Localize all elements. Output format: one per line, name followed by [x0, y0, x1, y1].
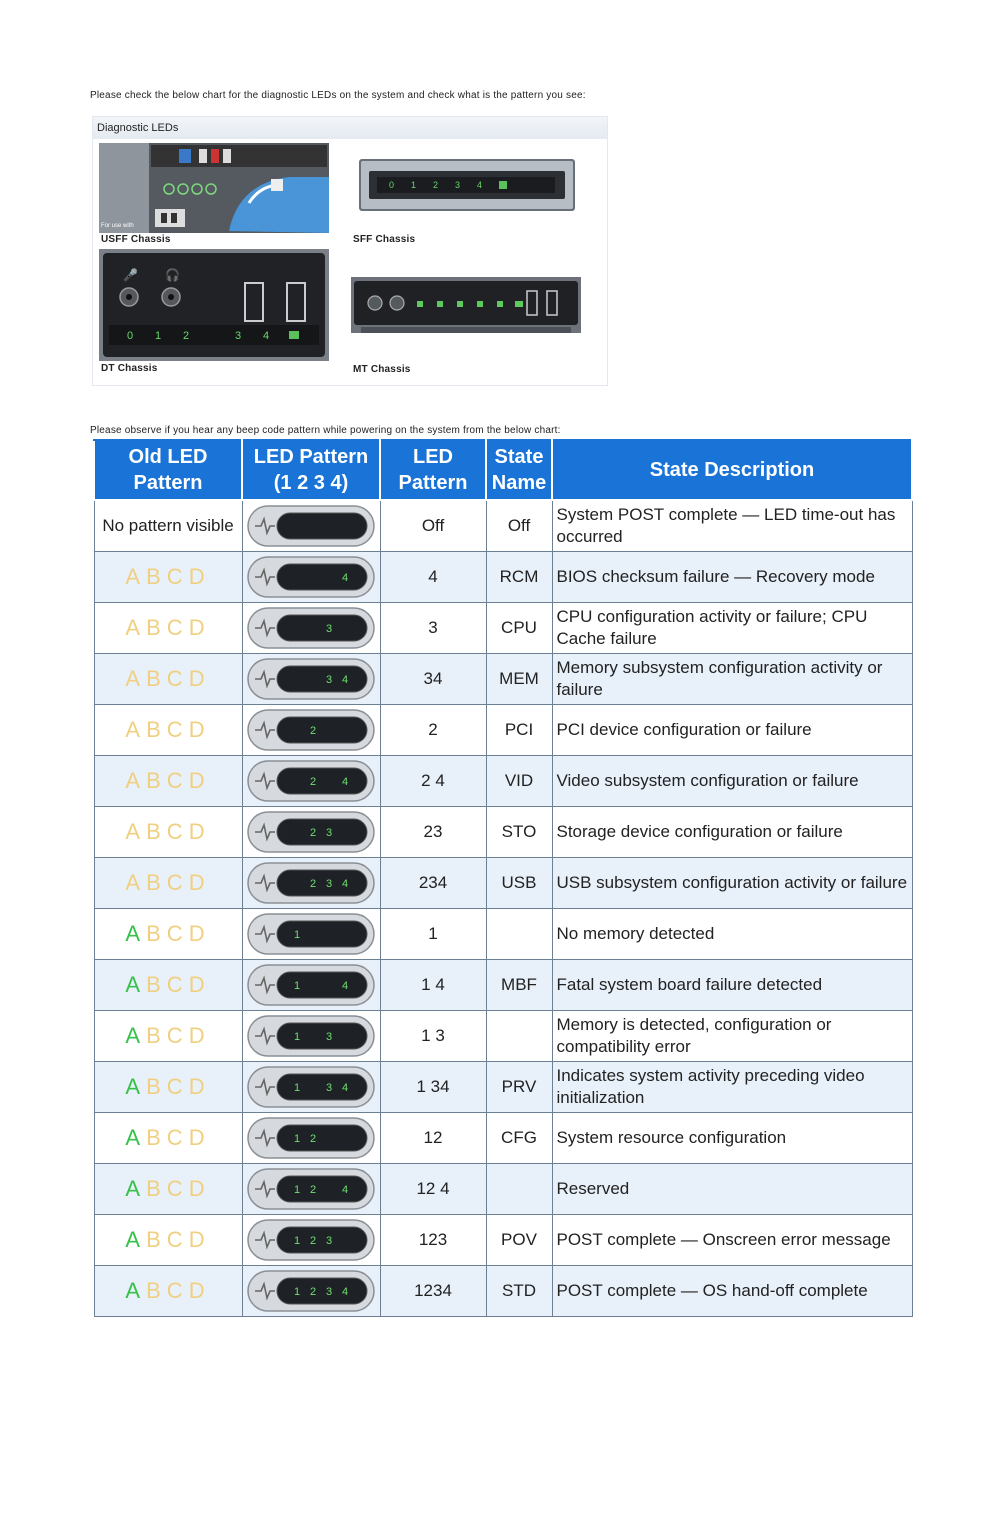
led-2-lit: 2 — [309, 1234, 317, 1247]
old-pattern-letter: B — [146, 818, 167, 844]
led-pattern-visual-cell — [242, 1112, 380, 1163]
led-pattern-visual-cell — [242, 1061, 380, 1112]
old-pattern-letter: C — [166, 1073, 189, 1099]
old-pattern-letters — [125, 870, 210, 895]
old-pattern-letter: B — [146, 869, 167, 895]
old-pattern-letter: A — [125, 716, 147, 742]
old-pattern-letter: A — [125, 869, 147, 895]
old-pattern-letter: B — [146, 920, 167, 946]
old-pattern-letter: A — [125, 920, 147, 946]
table-row — [94, 602, 912, 653]
led-3-lit: 3 — [325, 1234, 333, 1247]
state-description-value: Memory subsystem configuration activity or failure — [552, 653, 912, 704]
usff-small-text: For use with — [101, 223, 134, 229]
led-1-lit: 1 — [293, 928, 301, 941]
old-pattern-letter: A — [125, 1277, 147, 1303]
led-pattern-visual-cell — [242, 704, 380, 755]
led-pattern-visual-cell — [242, 959, 380, 1010]
old-led-pattern-cell — [94, 1010, 242, 1061]
led-pill-indicator — [247, 862, 375, 904]
led-pill-indicator — [247, 1015, 375, 1057]
old-led-pattern-cell — [94, 908, 242, 959]
table-row — [94, 551, 912, 602]
old-led-pattern-cell — [94, 1163, 242, 1214]
led-pattern-visual-cell — [242, 806, 380, 857]
led-4-lit: 4 — [341, 673, 349, 686]
old-pattern-letter: A — [125, 665, 147, 691]
old-pattern-letter: C — [166, 767, 189, 793]
led-chart-intro: Please check the below chart for the diagnostic LEDs on the system and check what is the pattern you see: — [90, 90, 586, 101]
led-1-lit: 1 — [293, 1081, 301, 1094]
old-pattern-letter: D — [188, 818, 211, 844]
table-row — [94, 1061, 912, 1112]
dt-led-0: 0 — [127, 330, 134, 342]
state-name-value: Off — [486, 500, 552, 551]
led-4-lit: 4 — [341, 877, 349, 890]
state-description-value: POST complete — Onscreen error message — [552, 1214, 912, 1265]
old-led-pattern-cell — [94, 1214, 242, 1265]
table-row — [94, 806, 912, 857]
old-pattern-letter: C — [166, 1022, 189, 1048]
old-led-pattern-cell — [94, 1265, 242, 1316]
led-2-lit: 2 — [309, 826, 317, 839]
old-led-pattern-cell — [94, 959, 242, 1010]
led-pattern-visual-cell — [242, 1010, 380, 1061]
old-pattern-letter: D — [188, 1175, 211, 1201]
beep-chart-intro: Please observe if you hear any beep code pattern while powering on the system from the below chart: — [90, 425, 561, 436]
old-led-pattern-cell — [94, 653, 242, 704]
led-2-lit: 2 — [309, 1285, 317, 1298]
state-description-value: CPU configuration activity or failure; CPU Cache failure — [552, 602, 912, 653]
old-pattern-letter: B — [146, 1226, 167, 1252]
old-pattern-letter: B — [146, 767, 167, 793]
led-pattern-value: 1 4 — [380, 959, 486, 1010]
old-pattern-letter: C — [166, 869, 189, 895]
table-row — [94, 1265, 912, 1316]
led-1-lit: 1 — [293, 979, 301, 992]
led-4-lit: 4 — [341, 979, 349, 992]
table-row — [94, 1112, 912, 1163]
old-pattern-letter: C — [166, 920, 189, 946]
old-pattern-letter: D — [188, 614, 211, 640]
led-3-lit: 3 — [325, 622, 333, 635]
led-1-lit: 1 — [293, 1234, 301, 1247]
state-name-value: MBF — [486, 959, 552, 1010]
old-led-pattern-cell — [94, 1061, 242, 1112]
led-4-lit: 4 — [341, 1183, 349, 1196]
old-pattern-letters — [125, 1278, 210, 1303]
led-4-lit: 4 — [341, 775, 349, 788]
led-2-lit: 2 — [309, 1183, 317, 1196]
old-led-pattern-cell — [94, 704, 242, 755]
led-3-lit: 3 — [325, 1285, 333, 1298]
usff-chassis-label: USFF Chassis — [101, 234, 171, 245]
led-2-lit: 2 — [309, 1132, 317, 1145]
old-pattern-letter: D — [188, 869, 211, 895]
old-pattern-letter: A — [125, 614, 147, 640]
dt-led-3: 3 — [235, 330, 242, 342]
table-row — [94, 1010, 912, 1061]
diagnostic-panel-title: Diagnostic LEDs — [93, 117, 607, 139]
led-2-lit: 2 — [309, 724, 317, 737]
led-pill-indicator — [247, 658, 375, 700]
old-pattern-letter: C — [166, 563, 189, 589]
state-description-value: System resource configuration — [552, 1112, 912, 1163]
state-name-value: STD — [486, 1265, 552, 1316]
old-pattern-letters — [125, 768, 210, 793]
state-description-value: BIOS checksum failure — Recovery mode — [552, 551, 912, 602]
led-pill-indicator — [247, 505, 375, 547]
old-pattern-letter: D — [188, 716, 211, 742]
old-pattern-letter: B — [146, 1073, 167, 1099]
state-description-value: USB subsystem configuration activity or failure — [552, 857, 912, 908]
state-name-value: RCM — [486, 551, 552, 602]
state-name-value: STO — [486, 806, 552, 857]
header-state-name: State Name — [486, 440, 552, 500]
old-pattern-letter: D — [188, 1277, 211, 1303]
state-name-value — [486, 908, 552, 959]
led-pattern-value: 4 — [380, 551, 486, 602]
old-pattern-letter: A — [125, 1124, 147, 1150]
header-led-pattern-1234: LED Pattern (1 2 3 4) — [242, 440, 380, 500]
old-pattern-letter: A — [125, 1022, 147, 1048]
dt-led-2: 2 — [183, 330, 190, 342]
old-pattern-letters — [125, 1023, 210, 1048]
led-pattern-value: 2 4 — [380, 755, 486, 806]
dt-led-4: 4 — [263, 330, 270, 342]
old-pattern-letter: A — [125, 818, 147, 844]
table-row — [94, 653, 912, 704]
sff-chassis-photo — [359, 159, 575, 211]
led-pill-indicator — [247, 964, 375, 1006]
old-led-pattern-cell — [94, 755, 242, 806]
led-pattern-value: 1 3 — [380, 1010, 486, 1061]
old-pattern-letter: B — [146, 1175, 167, 1201]
old-pattern-letter: A — [125, 563, 147, 589]
table-row — [94, 959, 912, 1010]
old-pattern-letter: B — [146, 971, 167, 997]
led-pattern-table — [93, 439, 913, 1317]
table-row — [94, 1214, 912, 1265]
led-pattern-value: 1 — [380, 908, 486, 959]
old-pattern-letters — [125, 819, 210, 844]
old-pattern-letter: D — [188, 1073, 211, 1099]
header-state-description: State Description — [552, 440, 912, 500]
led-3-lit: 3 — [325, 826, 333, 839]
old-pattern-letters — [125, 1125, 210, 1150]
mt-chassis-label: MT Chassis — [353, 364, 411, 375]
led-pill-indicator — [247, 1270, 375, 1312]
usff-chassis-photo — [99, 143, 329, 233]
state-name-value: POV — [486, 1214, 552, 1265]
old-pattern-letter: B — [146, 1277, 167, 1303]
state-name-value — [486, 1163, 552, 1214]
led-pill-indicator — [247, 913, 375, 955]
led-3-lit: 3 — [325, 877, 333, 890]
table-row — [94, 500, 912, 551]
sff-chassis-label: SFF Chassis — [353, 234, 416, 245]
mt-chassis-photo — [351, 277, 581, 333]
led-pattern-visual-cell — [242, 602, 380, 653]
old-pattern-letter: D — [188, 971, 211, 997]
state-name-value: CPU — [486, 602, 552, 653]
led-pill-indicator — [247, 556, 375, 598]
state-description-value: Reserved — [552, 1163, 912, 1214]
table-row — [94, 857, 912, 908]
old-pattern-letter: D — [188, 665, 211, 691]
old-pattern-letter: C — [166, 665, 189, 691]
led-pill-indicator — [247, 709, 375, 751]
old-pattern-letter: D — [188, 1226, 211, 1252]
old-pattern-letter: B — [146, 665, 167, 691]
dt-chassis-label: DT Chassis — [101, 363, 158, 374]
led-pattern-value: 23 — [380, 806, 486, 857]
old-pattern-letters — [125, 717, 210, 742]
old-pattern-letter: C — [166, 1277, 189, 1303]
header-old-led-pattern: Old LED Pattern — [94, 440, 242, 500]
led-pattern-visual-cell — [242, 653, 380, 704]
led-pattern-value: 3 — [380, 602, 486, 653]
sff-led-3: 3 — [455, 180, 461, 190]
led-pill-indicator — [247, 1168, 375, 1210]
led-pattern-value: 234 — [380, 857, 486, 908]
state-description-value: Fatal system board failure detected — [552, 959, 912, 1010]
old-pattern-letter: C — [166, 1226, 189, 1252]
led-1-lit: 1 — [293, 1285, 301, 1298]
state-name-value: VID — [486, 755, 552, 806]
state-name-value: PCI — [486, 704, 552, 755]
old-pattern-letters — [125, 615, 210, 640]
led-pill-indicator — [247, 607, 375, 649]
old-led-pattern-cell — [94, 551, 242, 602]
led-pattern-visual-cell — [242, 1214, 380, 1265]
old-pattern-letter: A — [125, 1226, 147, 1252]
old-pattern-letters — [125, 1074, 210, 1099]
old-pattern-letters — [125, 972, 210, 997]
old-led-pattern-cell — [94, 500, 242, 551]
state-description-value: Video subsystem configuration or failure — [552, 755, 912, 806]
table-row — [94, 755, 912, 806]
state-description-value: PCI device configuration or failure — [552, 704, 912, 755]
old-pattern-letter: B — [146, 1124, 167, 1150]
old-pattern-letters — [125, 1176, 210, 1201]
led-pattern-value: Off — [380, 500, 486, 551]
led-pill-indicator — [247, 1066, 375, 1108]
header-led-pattern: LED Pattern — [380, 440, 486, 500]
old-pattern-letters — [125, 564, 210, 589]
table-header-row — [94, 440, 912, 500]
state-description-value: No memory detected — [552, 908, 912, 959]
old-pattern-letter: B — [146, 1022, 167, 1048]
sff-led-0: 0 — [389, 180, 395, 190]
state-description-value: Indicates system activity preceding video initialization — [552, 1061, 912, 1112]
dt-chassis-photo — [99, 249, 329, 361]
led-pattern-visual-cell — [242, 551, 380, 602]
old-pattern-letter: A — [125, 1073, 147, 1099]
old-pattern-letter: C — [166, 716, 189, 742]
old-pattern-letters — [125, 921, 210, 946]
old-led-pattern-cell — [94, 602, 242, 653]
svg-text:🎧: 🎧 — [165, 268, 180, 282]
old-pattern-letter: D — [188, 767, 211, 793]
led-2-lit: 2 — [309, 775, 317, 788]
old-pattern-letter: C — [166, 818, 189, 844]
led-pattern-value: 2 — [380, 704, 486, 755]
led-pattern-visual-cell — [242, 755, 380, 806]
led-2-lit: 2 — [309, 877, 317, 890]
led-1-lit: 1 — [293, 1183, 301, 1196]
led-1-lit: 1 — [293, 1030, 301, 1043]
svg-text:🎤: 🎤 — [123, 268, 138, 282]
led-4-lit: 4 — [341, 1081, 349, 1094]
diagnostic-leds-panel — [92, 116, 608, 386]
state-description-value: POST complete — OS hand-off complete — [552, 1265, 912, 1316]
old-pattern-letters — [125, 1227, 210, 1252]
led-3-lit: 3 — [325, 673, 333, 686]
state-name-value: PRV — [486, 1061, 552, 1112]
state-description-value: Storage device configuration or failure — [552, 806, 912, 857]
old-pattern-letter: C — [166, 971, 189, 997]
old-pattern-letter: A — [125, 971, 147, 997]
led-pattern-value: 1234 — [380, 1265, 486, 1316]
state-name-value: USB — [486, 857, 552, 908]
state-name-value: MEM — [486, 653, 552, 704]
table-row — [94, 704, 912, 755]
old-pattern-letter: D — [188, 1124, 211, 1150]
old-led-pattern-cell — [94, 806, 242, 857]
led-pattern-visual-cell — [242, 1163, 380, 1214]
led-pill-indicator — [247, 811, 375, 853]
led-3-lit: 3 — [325, 1081, 333, 1094]
led-pill-indicator — [247, 760, 375, 802]
old-pattern-letter: D — [188, 563, 211, 589]
old-pattern-letters — [125, 666, 210, 691]
old-pattern-letter: B — [146, 614, 167, 640]
old-led-pattern-cell — [94, 1112, 242, 1163]
led-3-lit: 3 — [325, 1030, 333, 1043]
state-description-value: Memory is detected, configuration or compatibility error — [552, 1010, 912, 1061]
old-pattern-letter: D — [188, 1022, 211, 1048]
led-pattern-value: 123 — [380, 1214, 486, 1265]
old-pattern-letter: C — [166, 614, 189, 640]
old-pattern-letter: B — [146, 563, 167, 589]
led-1-lit: 1 — [293, 1132, 301, 1145]
dt-led-1: 1 — [155, 330, 162, 342]
led-pattern-value: 12 — [380, 1112, 486, 1163]
led-pattern-visual-cell — [242, 500, 380, 551]
table-row — [94, 908, 912, 959]
led-pattern-value: 1 34 — [380, 1061, 486, 1112]
led-4-lit: 4 — [341, 571, 349, 584]
old-pattern-letter: C — [166, 1124, 189, 1150]
old-led-pattern-cell — [94, 857, 242, 908]
table-row — [94, 1163, 912, 1214]
state-description-value: System POST complete — LED time-out has occurred — [552, 500, 912, 551]
old-pattern-letter: A — [125, 1175, 147, 1201]
led-pattern-visual-cell — [242, 857, 380, 908]
old-pattern-letter: A — [125, 767, 147, 793]
sff-led-1: 1 — [411, 180, 417, 190]
sff-led-2: 2 — [433, 180, 439, 190]
led-pattern-value: 12 4 — [380, 1163, 486, 1214]
led-pattern-visual-cell — [242, 908, 380, 959]
state-name-value: CFG — [486, 1112, 552, 1163]
old-pattern-letter: B — [146, 716, 167, 742]
led-pill-indicator — [247, 1219, 375, 1261]
state-name-value — [486, 1010, 552, 1061]
old-pattern-letter: D — [188, 920, 211, 946]
old-pattern-text: No pattern visible — [102, 515, 234, 535]
led-pattern-visual-cell — [242, 1265, 380, 1316]
led-pattern-value: 34 — [380, 653, 486, 704]
led-4-lit: 4 — [341, 1285, 349, 1298]
led-pill-indicator — [247, 1117, 375, 1159]
sff-led-4: 4 — [477, 180, 483, 190]
old-pattern-letter: C — [166, 1175, 189, 1201]
